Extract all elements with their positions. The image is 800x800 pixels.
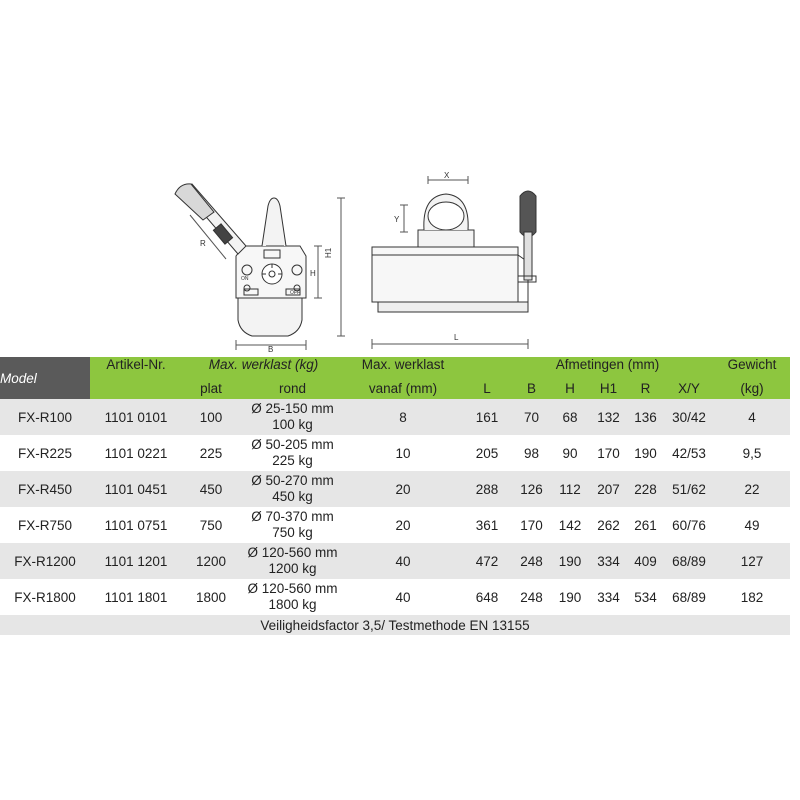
header-max-load: Max. werklast (kg): [182, 357, 345, 381]
table-row: [0, 579, 790, 615]
cell-article: 1101 0751: [90, 507, 182, 543]
cell-plat: 750: [182, 507, 240, 543]
cell-h1: 207: [590, 471, 627, 507]
header-weight-2: (kg): [714, 381, 790, 399]
cell-model: FX-R100: [0, 399, 90, 435]
cell-article: 1101 0221: [90, 435, 182, 471]
dim-label-b: B: [268, 345, 274, 354]
front-view: [372, 176, 536, 349]
cell-h1: 132: [590, 399, 627, 435]
cell-b: 248: [513, 579, 550, 615]
cell-r: 136: [627, 399, 664, 435]
cell-xy: 68/89: [664, 579, 714, 615]
cell-rond-range: Ø 25-150 mm: [251, 401, 334, 416]
cell-l: 648: [461, 579, 513, 615]
dim-label-y: Y: [394, 215, 400, 224]
cell-model: FX-R1800: [0, 579, 90, 615]
cell-rond-load: 750 kg: [272, 525, 313, 540]
cell-l: 161: [461, 399, 513, 435]
cell-from: 40: [345, 579, 461, 615]
cell-h: 190: [550, 579, 590, 615]
cell-model: FX-R225: [0, 435, 90, 471]
cell-plat: 450: [182, 471, 240, 507]
cell-rond: [240, 471, 345, 507]
header-row-1: [0, 357, 790, 381]
header-rond: rond: [240, 381, 345, 399]
cell-h: 68: [550, 399, 590, 435]
dim-label-x: X: [444, 171, 450, 180]
cell-model: FX-R750: [0, 507, 90, 543]
cell-r: 228: [627, 471, 664, 507]
table-row: [0, 399, 790, 435]
cell-weight: 22: [714, 471, 790, 507]
cell-xy: 42/53: [664, 435, 714, 471]
technical-drawing: [150, 170, 570, 355]
cell-rond-range: Ø 120-560 mm: [247, 581, 338, 596]
cell-xy: 51/62: [664, 471, 714, 507]
cell-rond-load: 225 kg: [272, 453, 313, 468]
cell-rond: [240, 435, 345, 471]
cell-l: 288: [461, 471, 513, 507]
cell-h1: 334: [590, 543, 627, 579]
cell-rond: [240, 507, 345, 543]
cell-from: 40: [345, 543, 461, 579]
cell-h: 90: [550, 435, 590, 471]
cell-rond-load: 1200 kg: [268, 561, 317, 576]
cell-h: 112: [550, 471, 590, 507]
cell-h1: 262: [590, 507, 627, 543]
header-dim-b: B: [513, 381, 550, 399]
cell-article: 1101 0101: [90, 399, 182, 435]
cell-rond-range: Ø 50-270 mm: [251, 473, 334, 488]
cell-article: 1101 1801: [90, 579, 182, 615]
cell-rond-load: 100 kg: [272, 417, 313, 432]
cell-rond-load: 1800 kg: [268, 597, 317, 612]
cell-rond-range: Ø 70-370 mm: [251, 509, 334, 524]
cell-r: 534: [627, 579, 664, 615]
table-row: [0, 507, 790, 543]
cell-weight: 49: [714, 507, 790, 543]
cell-r: 190: [627, 435, 664, 471]
header-dim-h: H: [550, 381, 590, 399]
cell-plat: 100: [182, 399, 240, 435]
cell-rond-range: Ø 120-560 mm: [247, 545, 338, 560]
header-dim-h1: H1: [590, 381, 627, 399]
cell-weight: 127: [714, 543, 790, 579]
cell-xy: 68/89: [664, 543, 714, 579]
header-row-2: [0, 381, 790, 399]
cell-b: 70: [513, 399, 550, 435]
cell-h1: 170: [590, 435, 627, 471]
cell-b: 170: [513, 507, 550, 543]
header-max-load-from-1: Max. werklast: [345, 357, 461, 381]
cell-from: 20: [345, 507, 461, 543]
cell-rond: [240, 399, 345, 435]
side-view: [175, 184, 345, 350]
cell-article: 1101 1201: [90, 543, 182, 579]
cell-weight: 182: [714, 579, 790, 615]
cell-plat: 1200: [182, 543, 240, 579]
table-row: [0, 435, 790, 471]
header-plat: plat: [182, 381, 240, 399]
cell-rond: [240, 579, 345, 615]
cell-h1: 334: [590, 579, 627, 615]
cell-from: 10: [345, 435, 461, 471]
dim-label-h1: H1: [324, 247, 333, 258]
cell-plat: 1800: [182, 579, 240, 615]
cell-b: 248: [513, 543, 550, 579]
cell-rond: [240, 543, 345, 579]
header-weight-1: Gewicht: [714, 357, 790, 381]
dim-label-h: H: [310, 269, 316, 278]
cell-weight: 4: [714, 399, 790, 435]
dim-label-r: R: [200, 239, 206, 248]
table-row: [0, 543, 790, 579]
cell-r: 261: [627, 507, 664, 543]
cell-h: 190: [550, 543, 590, 579]
cell-l: 472: [461, 543, 513, 579]
cell-from: 20: [345, 471, 461, 507]
table-row: [0, 471, 790, 507]
header-model: Model: [0, 357, 90, 399]
face-label-on: ON: [241, 276, 249, 282]
cell-rond-load: 450 kg: [272, 489, 313, 504]
cell-rond-range: Ø 50-205 mm: [251, 437, 334, 452]
cell-l: 361: [461, 507, 513, 543]
cell-article: 1101 0451: [90, 471, 182, 507]
cell-xy: 30/42: [664, 399, 714, 435]
cell-model: FX-R1200: [0, 543, 90, 579]
header-dimensions: Afmetingen (mm): [461, 357, 714, 381]
dim-label-l: L: [454, 333, 459, 342]
face-label-off: OFF: [290, 290, 300, 296]
header-dim-l: L: [461, 381, 513, 399]
cell-model: FX-R450: [0, 471, 90, 507]
header-max-load-from-2: vanaf (mm): [345, 381, 461, 399]
header-article: Artikel-Nr.: [90, 357, 182, 381]
cell-from: 8: [345, 399, 461, 435]
header-dim-xy: X/Y: [664, 381, 714, 399]
cell-xy: 60/76: [664, 507, 714, 543]
footer-note: Veiligheidsfactor 3,5/ Testmethode EN 13155: [0, 615, 790, 635]
footer-row: [0, 615, 790, 635]
cell-r: 409: [627, 543, 664, 579]
cell-plat: 225: [182, 435, 240, 471]
spec-table: [0, 357, 790, 635]
cell-l: 205: [461, 435, 513, 471]
cell-h: 142: [550, 507, 590, 543]
cell-b: 126: [513, 471, 550, 507]
header-dim-r: R: [627, 381, 664, 399]
cell-weight: 9,5: [714, 435, 790, 471]
cell-b: 98: [513, 435, 550, 471]
